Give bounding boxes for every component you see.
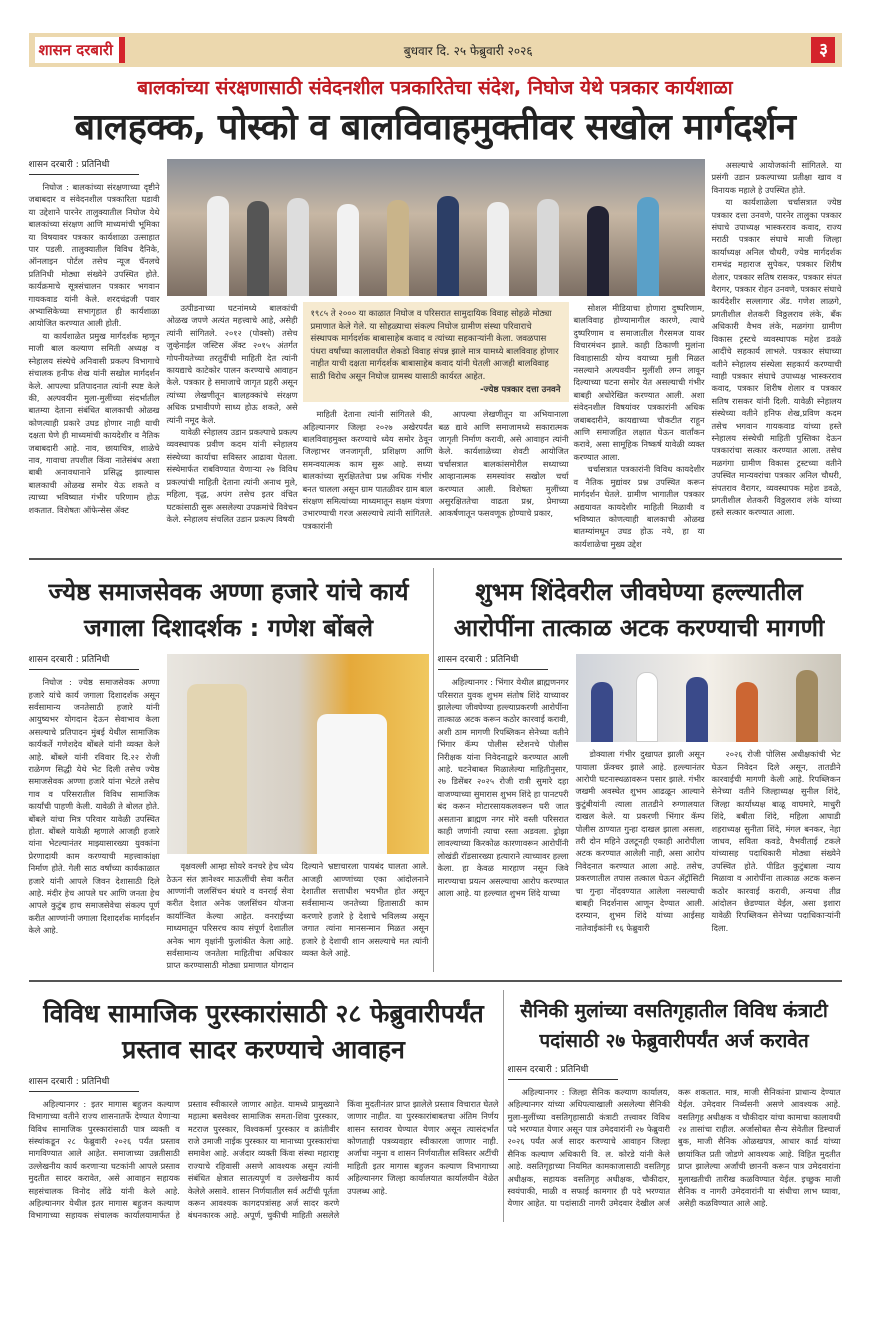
divider bbox=[29, 558, 842, 560]
a4-headline: विविध सामाजिक पुरस्कारांसाठी २८ फेब्रुवारीपर्यंत प्रस्ताव सादर करण्याचे आवाहन bbox=[43, 998, 484, 1064]
paragraph: आपल्या लेखणीतून या अभियानाला बळ द्यावे आणि समाजामध्ये सकारात्मक जागृती निर्माण करावी, असे आवाहन त्यांनी केले. कार्यशाळेच्या शेवटी आयोजित चर्चासत्रात बालकांसमोरील सध्याच्या आव्हानात्मक समस्यांवर सखोल चर्चा करण्यात आली. विशेषतः मुलींच्या असुरक्षिततेचा वाढता प्रश्न, प्रेमाच्या आकर्षणातून फसवणूक होण्याचे प्रकार, bbox=[438, 409, 569, 519]
a1-col1 bbox=[29, 159, 160, 516]
a1-photo bbox=[167, 159, 705, 296]
a1-body-col-d bbox=[574, 302, 705, 550]
a1-body-mid bbox=[303, 302, 569, 532]
a2-headline: ज्येष्ठ समाजसेवक अण्णा हजारे यांचे कार्य जगाला दिशादर्शक : गणेश बोंबले bbox=[48, 578, 409, 643]
paragraph: यावेळी स्नेहालय उडान प्रकल्पाचे प्रकल्प व्यवस्थापक प्रवीण कदम यांनी स्नेहालय संस्थेच्या कार्याचा सविस्तर आढावा घेतला. संस्थेमार्फत राबविण्यात येणाऱ्या २७ विविध प्रकल्पांची माहिती देताना त्यांनी अनाथ मुले, महिला, वृद्ध, अपंग तसेच इतर वंचित घटकांसाठी सुरू असलेल्या उपक्रमांचे विवेचन केले. स्नेहालय संचलित उडान प्रकल्प विषयी bbox=[166, 427, 298, 524]
newspaper-logo: शासन दरबारी bbox=[35, 37, 125, 63]
paragraph: २०२६ रोजी पोलिस अधीक्षकांची भेट घेऊन निवेदन दिले असून, तातडीने कारवाईची मागणी केली आहे. रिपब्लिकन सेनेच्या वतीने जिल्हाध्यक्ष सुनील शिंदे, जिल्हा कार्याध्यक्ष बाळू वाघमारे, माधुरी शिंदे, बबीता शिंदे, महिला आघाडी शहराध्यक्ष सुनीता शिंदे, मंगल बनकर, नेहा जाधव, सविता कवडे, वैभवीताई टकले यांच्यासह पदाधिकारी मोठ्या संख्येने उपस्थित होते. पीडित कुटुंबाला न्याय मिळावा व आरोपींना तात्काळ अटक करून कठोर कारवाई करावी, अन्यथा तीव्र आंदोलन छेडण्यात येईल, असा इशारा यावेळी रिपब्लिकन सेनेच्या पदाधिकाऱ्यांनी दिला. bbox=[711, 749, 841, 933]
byline: शासन दरबारी : प्रतिनिधी bbox=[438, 654, 548, 670]
a1-body-col-c bbox=[439, 408, 569, 520]
a3-col1 bbox=[438, 654, 569, 899]
a5-headline: सैनिकी मुलांच्या वसतिगृहातील विविध कंत्राटी पदांसाठी २७ फेब्रुवारीपर्यंत अर्ज करावेत bbox=[520, 999, 828, 1052]
bottom-section bbox=[29, 990, 842, 1222]
issue-date: बुधवार दि. २५ फेब्रुवारी २०२६ bbox=[403, 43, 533, 58]
a4-body bbox=[29, 1098, 499, 1222]
a4-article bbox=[29, 990, 499, 1222]
a1-right-col bbox=[712, 159, 842, 519]
divider bbox=[503, 990, 504, 1222]
paragraph: असल्याचे आयोजकांनी सांगितले. या प्रसंगी उडान प्रकल्पाच्या प्रतीक्षा खाव व विनायक महाले हे उपस्थित होते. bbox=[711, 160, 842, 195]
masthead-bar bbox=[29, 33, 842, 67]
a3-photo bbox=[576, 654, 841, 742]
middle-section bbox=[29, 568, 842, 972]
a2-article bbox=[29, 568, 429, 972]
byline: शासन दरबारी : प्रतिनिधी bbox=[29, 159, 139, 175]
a3-col3 bbox=[712, 748, 841, 934]
a1-body-col-a bbox=[167, 302, 298, 525]
paragraph: सोशल मीडियाचा होणारा दुष्परिणाम, बालविवाह होण्यामागील कारणे, त्याचे दुष्परिणाम व समाजातील गैरसमज यावर विचारमंथन झाले. काही ठिकाणी मुलांना विवाहासाठी योग्य वयाच्या मुली मिळत नसल्याने अल्पवयीन मुलींशी लग्न लावून दिल्याच्या घटना समोर येत असल्याची गंभीर बाबही अधोरेखित करण्यात आली. अशा संवेदनशील विषयांवर पत्रकारांनी अधिक जबाबदारीने, कायद्याच्या चौकटीत राहून आणि समाजहित लक्षात घेऊन वार्तांकन करावे, असा सामूहिक निष्कर्ष यावेळी व्यक्त करण्यात आला. bbox=[573, 303, 705, 462]
a1-body-col-b bbox=[303, 408, 433, 532]
a2-photo bbox=[167, 654, 429, 854]
paragraph: डोक्याला गंभीर दुखापत झाली असून पायाला फ्रॅक्चर झाले आहे. हल्ल्यानंतर आरोपी घटनास्थळावरून पसार झाले. गंभीर जखमी अवस्थेत शुभम आढळून आल्याने कुटुंबीयांनी त्याला तातडीने रुग्णालयात दाखल केले. या प्रकरणी भिंगार कॅम्प पोलीस ठाण्यात गुन्हा दाखल झाला असला, तरी दोन महिने उलटूनही एकाही आरोपीला अटक करण्यात आलेली नाही, असा आरोप निवेदनात करण्यात आला आहे. तसेच, प्रकरणातील तपास तत्काल घेऊन ॲट्रॉसिटी चा गुन्हा नोंदवण्यात आलेला नसल्याची बाबही निदर्शनास आणून देण्यात आली. दरम्यान, शुभम शिंदे यांच्या आईसह नातेवाईकांनी १६ फेब्रुवारी bbox=[575, 749, 705, 933]
paragraph: निघोज : ज्येष्ठ समाजसेवक अण्णा हजारे यांचे कार्य जगाला दिशादर्शक असून सर्वसामान्य जनतेसाठी हजारे यांनी आयुष्यभर योगदान देऊन सेवाभाव केला असल्याचे प्रतिपादन मुंबई येथील सामाजिक कार्यकर्ते गणेशदेव बोंबले यांनी व्यक्त केले आहे. बोंबले यांनी रविवार दि.२२ रोजी राळेगण सिद्धी येथे भेट दिली तसेच ज्येष्ठ समाजसेवक अण्णा हजारे यांना भेटले तसेच गाव व परिसरातील विविध सामाजिक कार्यांची पाहणी केली. यावेळी ते बोलत होते. बोंबले यांचा मित्र परिवार यावेळी उपस्थित होता. बोंबले यावेळी म्हणाले आजही हजारे यांना भेटल्यानंतर माझ्यासारख्या युवकांना प्रेरणादायी काम करण्याची महत्त्वाकांक्षा निर्माण होते. गेली साठ वर्षांच्या कार्यकाळात हजारे यांनी आपले जिवन देशासाठी दिले आहे. मंदीर हेच आपले घर आणि जनता हेच आपले कुटुंब हाच समाजसेवेचा संकल्प पूर्ण करीत आण्णांनी जगाला दिशादर्शक मार्गदर्शन केले आहे. bbox=[28, 677, 160, 936]
a1-quote-box bbox=[303, 302, 569, 402]
a1-subheadline: बालकांच्या संरक्षणासाठी संवेदनशील पत्रकारितेचा संदेश, निघोज येथे पत्रकार कार्यशाळा bbox=[137, 77, 733, 99]
paragraph: या कार्यशाळेला चर्चासत्रात ज्येष्ठ पत्रकार दत्ता उनवणे, पारनेर तालुका पत्रकार संघाचे उपाध्यक्ष भास्करराव कवाद, राज्य मराठी पत्रकार संघाचे माजी जिल्हा कार्याध्यक्ष अनिल चौधरी, ज्येष्ठ मार्गदर्शक रामचंद्र महाराज सुपेकर, पत्रकार शिरीष शेलार, पत्रकार सतिष रासकर, पत्रकार संपत वैरागर, पत्रकार रोहन उनवणे, पत्रकार संघाचे कार्यदेशीर सल्लागार ॲड. गणेश लाळगे, प्रगतीशील शेतकरी विठ्ठलराव लंके, बँक अधिकारी वैभव लंके, मळगंगा ग्रामीण विकास ट्रस्टचे व्यवस्थापक महेश डवळे आदींचे सहकार्य लाभले. पत्रकार संघाच्या वतीने स्नेहालय संस्थेला सहकार्य करण्याची ग्वाही पत्रकार संघाचे उपाध्यक्ष भास्करराव कवाद, पत्रकार शिरीष शेलार व पत्रकार सतिष रासकर यांनी दिली. यावेळी स्नेहालय संस्थेच्या वतीने हनिफ शेख,प्रविण कदम तसेच भगवान गायकवाड यांच्या हस्ते स्नेहालय संस्थेची माहिती पुस्तिका देऊन पत्रकारांचा सत्कार करण्यात आला. तसेच मळगंगा ग्रामीण विकास ट्रस्टच्या वतीने उपस्थित मान्यवरांचा पत्रकार अनिल चौधरी, संपतराव वैरागर, व्यवस्थापक महेश डवळे, प्रगतीशील शेतकरी विठ्ठलराव लंके यांच्या हस्ते सत्कार करण्यात आला. bbox=[711, 197, 842, 518]
paragraph: अहिल्यानगर : इतर मागास बहुजन कल्याण विभागाच्या वतीने राज्य शासनातर्फे देण्यात येणाऱ्या विविध सामाजिक पुरस्कारांसाठी पात्र व्यक्ती व संस्थांकडून २८ फेब्रुवारी २०२६ पर्यंत प्रस्ताव मागविण्यात आले आहेत. समाजाच्या उन्नतीसाठी उल्लेखनीय कार्य करणाऱ्या घटकांनी आपले प्रस्ताव मुदतीत सादर करावेत, असे आवाहन सहायक सहसंचालक विनोद लोंढे यांनी केले आहे. अहिल्यानगर येथील इतर मागास बहुजन कल्याण विभागाच्या सहायक संचालक कार्यालयामार्फत हे प्रस्ताव स्वीकारले जाणार आहेत. यामध्ये प्रामुख्याने महात्मा बसवेश्वर सामाजिक समता-शिवा पुरस्कार, मटराज पुरस्कार, विश्वकर्मा पुरस्कार व क्रांतीवीर राजे उमाजी नाईक पुरस्कार या मानाच्या पुरस्कारांचा समावेश आहे. अर्जदार व्यक्ती किंवा संस्था महाराष्ट्र राज्याचे रहिवासी असणे आवश्यक असून त्यांनी संबंधित क्षेत्रात सातत्यपूर्ण व उल्लेखनीय कार्य केलेले असावे. शासन निर्णयातील सर्व अटींची पूर्तता करून आवश्यक कागदपत्रांसह अर्ज सादर करणे बंधनकारक आहे. अपूर्ण, चुकीची माहिती असलेले किंवा मुदतीनंतर प्राप्त झालेले प्रस्ताव विचारात घेतले जाणार नाहीत. या पुरस्कारांबाबतचा अंतिम निर्णय शासन स्तरावर घेण्यात येणार असून त्यासंदर्भात कोणताही पत्रव्यवहार स्वीकारला जाणार नाही. अर्जाचा नमुना व शासन निर्णयातील सविस्तर अटींची माहिती इतर मागास बहुजन कल्याण विभागाच्या अहिल्यानगर जिल्हा कार्यालयात कार्यालयीन वेळेत उपलब्ध आहे. bbox=[28, 1098, 499, 1221]
page-number: ३ bbox=[811, 37, 835, 63]
a1-article bbox=[29, 159, 842, 550]
paragraph: चर्चासत्रात पत्रकारांनी विविध कायदेशीर व नैतिक मुद्यांवर प्रश्न उपस्थित करून मार्गदर्शन घेतले. ग्रामीण भागातील पत्रकार अद्ययावत कायदेशीर माहिती मिळावी व भविष्यात कोणत्याही बालकाची ओळख बातम्यांमधून उघड होऊ नये, हा या कार्यशाळेचा मुख्य उद्देश bbox=[573, 464, 705, 549]
paragraph: अहिल्यानगर : जिल्हा सैनिक कल्याण कार्यालय, अहिल्यानगर यांच्या अधिपत्याखाली असलेल्या सैनिकी मुला-मुलींच्या वसतिगृहासाठी कंत्राटी तत्त्वावर विविध पदे भरण्यात येणार असून पात्र उमेदवारांनी २७ फेब्रुवारी २०२६ पर्यंत अर्ज सादर करण्याचे आवाहन जिल्हा सैनिक कल्याण अधिकारी वि. ल. कोरडे यांनी केले आहे. वसतिगृहाच्या नियमित कामकाजासाठी वसतिगृह अधीक्षक, सहायक वसतिगृह अधीक्षक, चौकीदार, स्वयंपाकी, माळी व सफाई कामगार ही पदे भरण्यात येणार आहेत. या पदांसाठी नागरी उमेदवार देखील अर्ज करू शकतात. मात्र, माजी सैनिकांना प्राधान्य देण्यात येईल. उमेदवार निर्व्यसनी असणे आवश्यक आहे. वसतिगृह अधीक्षक व चौकीदार यांचा कामाचा कालावधी २४ तासांचा राहील. अर्जासोबत सैन्य सेवेतील डिस्चार्ज बुक, माजी सैनिक ओळखपत्र, आधार कार्ड यांच्या छायांकित प्रती जोडणे आवश्यक आहे. विहित मुदतीत प्राप्त झालेल्या अर्जांची छाननी करून पात्र उमेदवारांना मुलाखतीची तारीख कळविण्यात येईल. इच्छुक माजी सैनिक व नागरी उमेदवारांनी या संधीचा लाभ घ्यावा, असेही कळविण्यात आले आहे. bbox=[507, 1086, 841, 1209]
newspaper-page bbox=[29, 0, 842, 1232]
a1-body bbox=[167, 302, 705, 550]
byline: शासन दरबारी : प्रतिनिधी bbox=[29, 1076, 139, 1092]
quote-text: १९८५ ते २००० या काळात निघोज व परिसरात सामुदायिक विवाह सोहळे मोठ्या प्रमाणात केले गेले. या सोहळ्याचा संकल्प निघोज ग्रामीण संस्था परिवाराचे संस्थापक मार्गदर्शक बाबासाहेब कवाद व त्यांच्या सहकाऱ्यांनी केला. जवळपास पंधरा वर्षांच्या कालावधीत शेकडो विवाह संपन्न झाले मात्र यामध्ये बालविवाह होणार नाहीत याची दक्षता मार्गदर्शक बाबासाहेब कवाद यांनी घेतली आजही बालविवाह साठी विरोध असून निघोज ग्रामस्थ यासाठी कार्यरत आहेत. bbox=[310, 309, 559, 382]
a2-body bbox=[167, 860, 429, 972]
a1-headline: बालहक्क, पोस्को व बालविवाहमुक्तीवर सखोल मार्गदर्शन bbox=[74, 107, 796, 148]
a1-center bbox=[167, 159, 705, 550]
paragraph: निघोज : बालकांच्या संरक्षणाच्या दृष्टीने जबाबदार व संवेदनशील पत्रकारिता घडावी या उद्देशाने पारनेर तालुक्यातील निघोज येथे बालकांच्या संरक्षण आणि माध्यमांची भूमिका या विषयावर पत्रकार कार्यशाळा उत्साहात पार पडली. तालुक्यातील विविध दैनिके, ऑनलाइन पोर्टल तसेच न्यूज चॅनलचे प्रतिनिधी मोठ्या संख्येने उपस्थित होते. कार्यक्रमाचे सूत्रसंचालन पत्रकार भगवान गायकवाड यांनी केले. शरदचंद्रजी पवार अभ्यासिकेच्या सभागृहात ही कार्यशाळा आयोजित करण्यात आली होती. bbox=[28, 182, 160, 329]
divider bbox=[433, 568, 434, 972]
a2-col1 bbox=[29, 654, 160, 937]
paragraph: माहिती देताना त्यांनी सांगितले की, अहिल्यानगर जिल्हा २०२७ अखेरपर्यंत बालविवाहमुक्त करण्याचे ध्येय समोर ठेवून जिल्हाभर जनजागृती, प्रशिक्षण आणि समन्वयात्मक काम सुरू आहे. सध्या बालकांच्या सुरक्षिततेचा प्रश्न अधिक गंभीर बनत चालला असून ग्राम पातळीवर ग्राम बाल संरक्षण समित्यांच्या माध्यमातून सक्षम यंत्रणा उभारण्याची गरज असल्याचे त्यांनी सांगितले. पत्रकारांनी bbox=[302, 409, 433, 531]
divider bbox=[29, 980, 842, 982]
paragraph: उत्पीडनाच्या घटनांमध्ये बालकांची ओळख जपणे अत्यंत महत्त्वाचे आहे, असेही त्यांनी सांगितले. २०१२ (पोक्सो) तसेच जुव्हेनाईल जस्टिस ॲक्ट २०१५ अंतर्गत गोपनीयतेच्या तरतुदींची माहिती देत त्यांनी कायद्याचे काटेकोर पालन करण्याचे आवाहन केले. पत्रकार हे समाजाचे जागृत प्रहरी असून त्यांच्या लेखणीतून बालहक्कांचे संरक्षण अधिक प्रभावीपणे साध्य होऊ शकते, असे त्यांनी नमूद केले. bbox=[166, 303, 298, 425]
byline: शासन दरबारी : प्रतिनिधी bbox=[508, 1064, 618, 1080]
a3-article bbox=[438, 568, 841, 934]
a5-body bbox=[508, 1086, 841, 1210]
paragraph: अहिल्यानगर : भिंगार येथील ब्राह्मणनगर परिसरात युवक शुभम संतोष शिंदे याच्यावर झालेल्या जीवघेण्या हल्ल्याप्रकरणी आरोपींना तात्काळ अटक करून कठोर कारवाई करावी, अशी ठाम मागणी रिपब्लिकन सेनेच्या वतीने भिंगार कॅम्प पोलीस स्टेशनचे पोलीस निरीक्षक यांना निवेदनाद्वारे करण्यात आली आहे. घटनेबाबत मिळालेल्या माहितीनुसार, २७ डिसेंबर २०२५ रोजी रात्री सुमारे दहा वाजण्याच्या सुमारास शुभम शिंदे हा पानटपरी बंद करून मोटारसायकलवरून घरी जात असताना ब्राह्मण नगर मोरे वस्ती परिसरात काही जणांनी त्याचा रस्ता अडवला. ड्रोझा लावल्याच्या किरकोळ कारणावरून आरोपींनी लोखंडी रॉडसारख्या हत्याराने त्याच्यावर हल्ला केला. हा केवळ मारहाण नसून जिवे मारण्याचा प्रयत्न असल्याचा आरोप करण्यात आला आहे. या हल्ल्यात शुभम शिंदे याच्या bbox=[437, 677, 569, 899]
quote-signature: -ज्येष्ठ पत्रकार दत्ता उनवने bbox=[480, 384, 561, 395]
a5-article bbox=[508, 990, 841, 1210]
byline: शासन दरबारी : प्रतिनिधी bbox=[29, 654, 139, 670]
a3-col2 bbox=[576, 748, 705, 934]
paragraph: या कार्यशाळेत प्रमुख मार्गदर्शक म्हणून माजी बाल कल्याण समिती अध्यक्ष व स्नेहालय संस्थेचे अनिवासी प्रकल्प विभागाचे संचालक हनीफ शेख यांनी सखोल मार्गदर्शन केले. आपल्या प्रतिपादनात त्यांनी स्पष्ट केले की, अल्पवयीन मुला-मुलींच्या संदर्भातील बातम्या देताना संबंधित बालकाची ओळख कोणत्याही प्रकारे उघड होणार नाही याची दक्षता घेणे ही माध्यमांची कायदेशीर व नैतिक जबाबदारी आहे. नाव, छायाचित्र, शाळेचे नाव, गावाचा तपशील किंवा नातेसंबंध अशा बाबी अनावधानाने प्रसिद्ध झाल्यास बालकाची ओळख समोर येऊ शकते व त्याच्या भविष्यात गंभीर परिणाम होऊ शकतात. विशेषतः ऑफेन्सेस ॲक्ट bbox=[28, 330, 160, 515]
paragraph: वृक्षवल्ली आम्हा सोयरे वनचरे हेच ध्येय ठेऊन संत ज्ञानेश्वर माऊलींची सेवा करीत आण्णांनी जलसिंचन बंधारे व वनराई सेवा करीत देशात अनेक जलसिंचन योजना कार्यान्वित केल्या आहेत. वनराईच्या माध्यमातून परिसरच काय संपूर्ण देशातील अनेक भाग वृक्षांनी फुलांकीत केला आहे. सर्वसामान्य जनतेला माहितीचा अधिकार प्राप्त करण्यासाठी मोठ्या प्रमाणात योगदान दिल्याने भ्रष्टाचारला पायबंद घालता आले. आजही आण्णांच्या एका आंदोलनाने देशातील सत्ताधीश भयभीत होत असून सर्वसामान्य जनतेच्या हितासाठी काम करणारे हजारे हे देशाचे भविलव्य असून जगात त्यांना मानसन्मान मिळत असून हजारे हे देशाची शान असल्याचे मत त्यांनी व्यक्त केले आहे. bbox=[166, 861, 429, 971]
a3-headline: शुभम शिंदेवरील जीवघेण्या हल्ल्यातील आरोपींना तात्काळ अटक करण्याची मागणी bbox=[453, 578, 825, 643]
